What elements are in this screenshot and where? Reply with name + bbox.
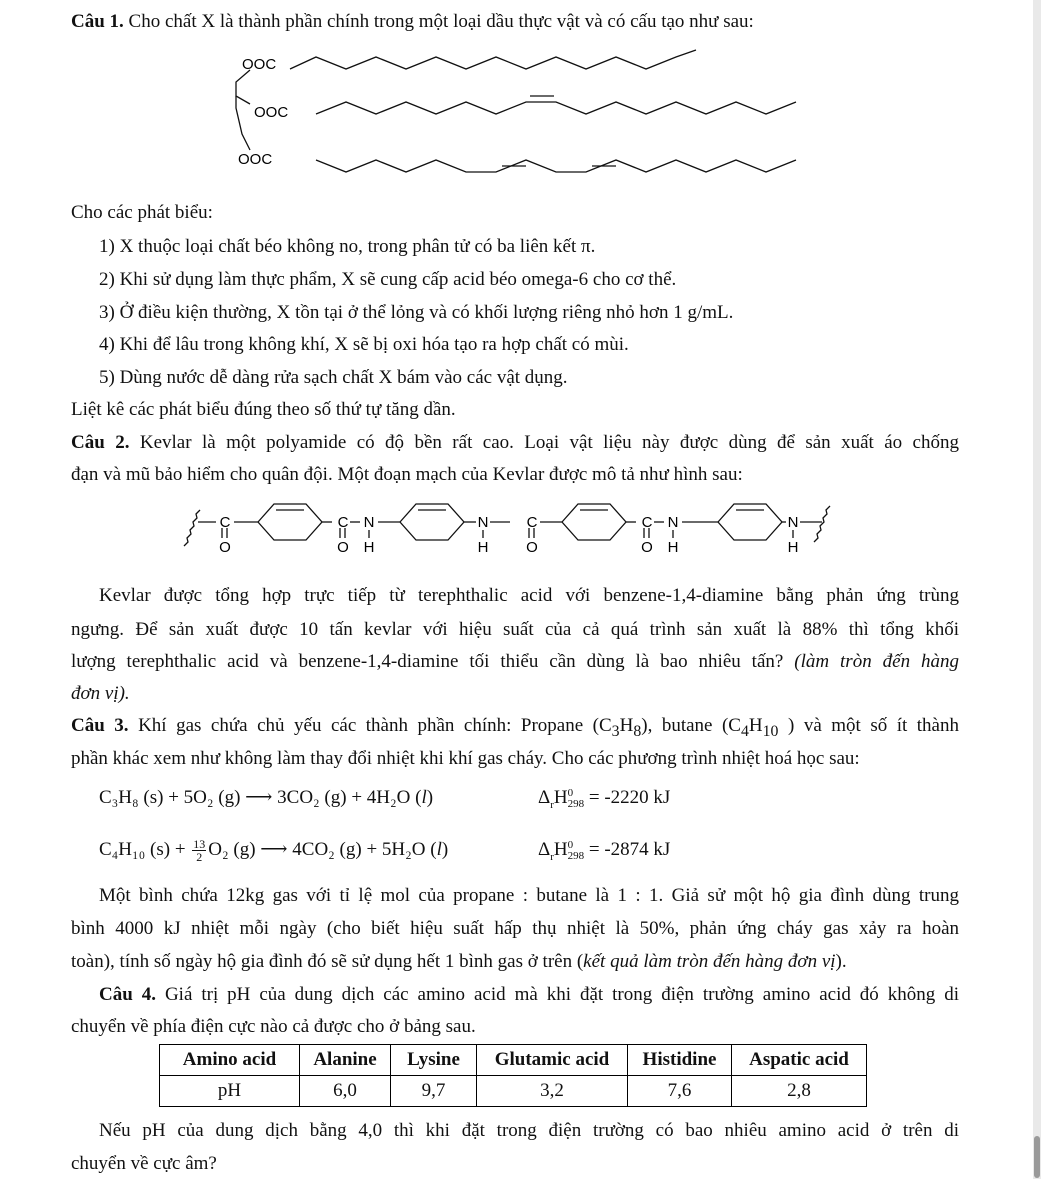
ester-group-1: OOC [242,56,277,73]
fatty-chain-3 [316,160,796,172]
atom-o: O [641,539,653,556]
atom-h: H [787,539,799,556]
chain-break-left [184,510,200,546]
q1-intro-text: Cho chất X là thành phần chính trong một loại dầu thực vật và có cấu tạo như sau: [128,11,754,32]
q3-l1e: ) và một số ít thành [787,715,959,736]
atom-h: H [363,539,375,556]
table-header-cell: Aspatic acid [732,1045,867,1076]
q3-label: Câu 3. [71,715,129,736]
q1-statements-title: Cho các phát biểu: [71,202,213,223]
dh-298: 298 [567,849,585,862]
q2-text-line-3a: lượng terephthalic acid và benzene-1,4-diamine tối thiểu cần dùng là bao nhiêu tấn? [71,651,784,672]
triglyceride-structure [220,42,1040,192]
q3-l1c: ), butane (C [641,715,741,736]
eq1-state: l [421,787,427,808]
table-cell: pH [160,1076,300,1107]
q1-statement-1: 1) X thuộc loại chất béo không no, trong phân tử có ba liên kết π. [99,236,596,257]
q4-after-line-2: chuyển về cực âm? [71,1153,217,1174]
q2-line-1-text: Kevlar là một polyamide có độ bền rất cao. Loại vật liệu này được dùng để sản xuất áo chống [139,432,959,453]
table-row [160,1076,867,1107]
eq2-close: ) [441,839,449,860]
scrollbar[interactable] [1033,0,1041,1179]
atom-c: C [337,514,349,531]
q3-problem-line-1: Một bình chứa 12kg gas với tỉ lệ mol của propane : butane là 1 : 1. Giả sử một hộ gia đình dùng trung [99,885,959,906]
atom-n: N [477,514,489,531]
kevlar-structure [170,494,870,574]
ester-group-3: OOC [238,151,273,168]
table-cell: 3,2 [477,1076,628,1107]
delta: Δ [538,839,551,860]
q3-p3c: ). [835,951,847,972]
atom-o: O [526,539,538,556]
q2-text-line-4: đơn vị). [71,683,130,704]
q2-text-line-1: Kevlar được tổng hợp trực tiếp từ terephthalic acid với benzene-1,4-diamine bằng phản ứng trùng [99,585,959,606]
q3-problem-line-2: bình 4000 kJ nhiệt mỗi ngày (cho biết hiệu suất hấp thụ nhiệt là 50%, phản ứng cháy gas xảy ra hoàn [71,918,959,939]
eq1-close: ) [426,787,434,808]
atom-c: C [641,514,653,531]
scrollbar-thumb[interactable] [1034,1136,1040,1178]
pk-table [159,1044,867,1107]
dh-298: 298 [567,797,585,810]
atom-c: C [526,514,538,531]
table-header-cell: Glutamic acid [477,1045,628,1076]
table-cell: 7,6 [628,1076,732,1107]
q1-statement-2: 2) Khi sử dụng làm thực phẩm, X sẽ cung cấp acid béo omega-6 cho cơ thể. [99,269,677,290]
q1-intro [71,10,754,34]
q3-p3b: kết quả làm tròn đến hàng đơn vị [583,951,836,972]
eq1-dh-value: -2220 kJ [604,787,671,808]
frac-den: 2 [196,850,203,865]
table-header-cell: Histidine [628,1045,732,1076]
atom-o: O [337,539,349,556]
table-header-cell: Alanine [300,1045,391,1076]
table-header-row [160,1045,867,1076]
table-cell: 9,7 [391,1076,477,1107]
eq2-state: l [436,839,442,860]
atom-h: H [667,539,679,556]
q1-question: Liệt kê các phát biểu đúng theo số thứ tự tăng dần. [71,399,456,420]
dh-0: 0 [567,786,574,799]
q1-statement-5: 5) Dùng nước dễ dàng rửa sạch chất X bám vào các vật dụng. [99,367,568,388]
q1-statement-3: 3) Ở điều kiện thường, X tồn tại ở thể lỏng và có khối lượng riêng nhỏ hơn 1 g/mL. [99,302,734,323]
sub: 8 [633,722,642,740]
q3-l1a: Khí gas chứa chủ yếu các thành phần chính: Propane (C [138,715,612,736]
q4-line-2: chuyển về phía điện cực nào cả được cho ở bảng sau. [71,1016,476,1037]
q3-l1b: H [619,715,634,736]
enthalpy-1 [538,786,670,817]
table-cell: 6,0 [300,1076,391,1107]
q1-statement-4: 4) Khi để lâu trong không khí, X sẽ bị oxi hóa tạo ra hợp chất có mùi. [99,334,629,355]
table-header-cell: Lysine [391,1045,477,1076]
dh-eq: = [588,839,600,860]
eq1-lhs: C₃H₈ (s) + 5O₂ (g) ⟶ 3CO₂ (g) + 4H₂O ( [99,787,422,808]
table-header-cell: Amino acid [160,1045,300,1076]
q2-line-2: đạn và mũ bảo hiểm cho quân đội. Một đoạn mạch của Kevlar được mô tả như hình sau: [71,464,743,485]
table-cell: 2,8 [732,1076,867,1107]
sub: 3 [611,722,620,740]
q2-text-line-2: ngưng. Để sản xuất được 10 tấn kevlar với hiệu suất của cả quá trình sản xuất là 88% thì tổng khối [71,619,959,640]
eq2-dh-value: -2874 kJ [604,839,671,860]
chain-break-right [814,506,830,542]
q2-text-line-3 [71,650,959,674]
q2-text-line-3b: (làm tròn đến hàng [794,651,959,672]
atom-h: H [477,539,489,556]
fatty-chain-1 [290,50,696,69]
q2-line-1 [71,431,959,455]
atom-n: N [363,514,375,531]
q4-line-1 [99,983,959,1007]
eq2-lhs-2: O₂ (g) ⟶ 4CO₂ (g) + 5H₂O ( [208,839,437,860]
glycerol-backbone [236,70,250,104]
q3-problem-line-3 [71,950,847,974]
sub: 4 [740,722,749,740]
equation-2 [99,838,448,863]
q3-l1d: H [748,715,763,736]
atom-c: C [219,514,231,531]
atom-o: O [219,539,231,556]
frac-num: 13 [193,837,206,852]
q2-label: Câu 2. [71,432,130,453]
dh-h: H [553,839,568,860]
q3-p3a: toàn), tính số ngày hộ gia đình đó sẽ sử dụng hết 1 bình gas ở trên ( [71,951,584,972]
atom-n: N [667,514,679,531]
fraction [192,838,206,863]
dh-r: r [550,850,554,863]
delta: Δ [538,787,551,808]
sub: 10 [762,722,779,740]
dh-h: H [553,787,568,808]
dh-eq: = [588,787,600,808]
ester-group-2: OOC [254,104,289,121]
equation-1 [99,786,433,810]
eq2-lhs-1: C₄H₁₀ (s) + [99,839,186,860]
q1-label: Câu 1. [71,11,124,32]
atom-n: N [787,514,799,531]
fatty-chain-2 [316,102,796,114]
q4-line-1-text: Giá trị pH của dung dịch các amino acid mà khi đặt trong điện trường amino acid đó không di [164,984,959,1005]
q3-line-1 [71,714,959,744]
dh-r: r [550,798,554,811]
enthalpy-2 [538,838,670,869]
q4-label: Câu 4. [99,984,156,1005]
dh-0: 0 [567,838,574,851]
q3-line-2: phần khác xem như không làm thay đổi nhiệt khi khí gas cháy. Cho các phương trình nhiệt hoá học sau: [71,748,860,769]
q4-after-line-1: Nếu pH của dung dịch bằng 4,0 thì khi đặt trong điện trường có bao nhiêu amino acid ở trên di [99,1120,959,1141]
